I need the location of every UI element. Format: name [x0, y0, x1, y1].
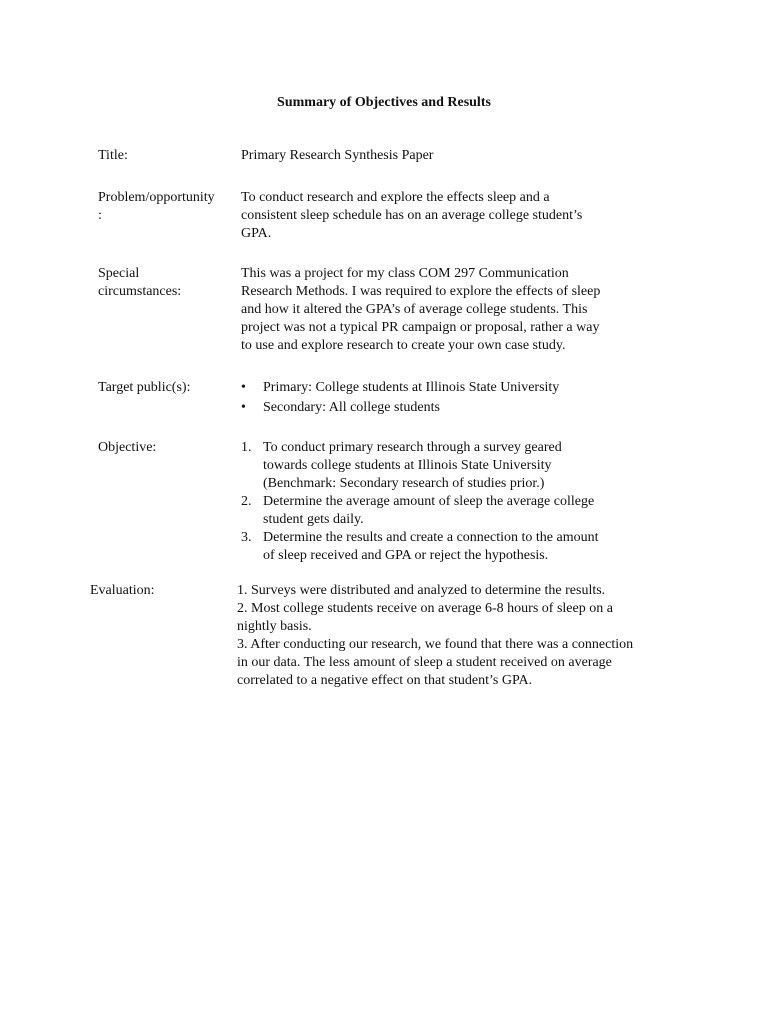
bullet-icon: • [241, 400, 246, 415]
evaluation-label: Evaluation: [90, 583, 155, 598]
special-content [241, 265, 661, 355]
objective-line: towards college students at Illinois State University [263, 458, 552, 473]
objective-item [241, 439, 661, 493]
problem-line-3: GPA. [241, 226, 272, 241]
target-item-text: Secondary: All college students [263, 400, 440, 415]
special-label-line1: Special [98, 266, 140, 281]
special-line-3: and how it altered the GPA’s of average college students. This [241, 302, 588, 317]
objective-item [241, 529, 661, 565]
special-label-line2: circumstances: [98, 284, 182, 299]
objective-number: 3. [241, 530, 252, 545]
objective-line: student gets daily. [263, 512, 364, 527]
problem-line-1: To conduct research and explore the effects sleep and a [241, 190, 550, 205]
problem-content [241, 189, 661, 243]
problem-line-2: consistent sleep schedule has on an average college student’s [241, 208, 583, 223]
evaluation-content [237, 582, 667, 690]
objective-list [241, 439, 661, 565]
objective-line: To conduct primary research through a survey geared [263, 440, 562, 455]
evaluation-line-4: 3. After conducting our research, we found that there was a connection [237, 637, 634, 652]
problem-label-line2: : [98, 208, 102, 223]
evaluation-line-1: 1. Surveys were distributed and analyzed to determine the results. [237, 583, 606, 598]
special-line-4: project was not a typical PR campaign or proposal, rather a way [241, 320, 600, 335]
special-label [98, 265, 230, 301]
target-list [241, 379, 661, 419]
objective-line: (Benchmark: Secondary research of studies prior.) [263, 476, 545, 491]
objective-line: Determine the results and create a connection to the amount [263, 530, 599, 545]
title-value: Primary Research Synthesis Paper [241, 148, 434, 163]
objective-label: Objective: [98, 440, 157, 455]
target-label: Target public(s): [98, 380, 191, 395]
target-item-text: Primary: College students at Illinois State University [263, 380, 560, 395]
evaluation-line-3: nightly basis. [237, 619, 312, 634]
special-line-5: to use and explore research to create your own case study. [241, 338, 566, 353]
objective-number: 2. [241, 494, 252, 509]
objective-line: Determine the average amount of sleep the average college [263, 494, 595, 509]
problem-label-line1: Problem/opportunity [98, 190, 215, 205]
objective-line: of sleep received and GPA or reject the hypothesis. [263, 548, 549, 563]
bullet-icon: • [241, 380, 246, 395]
objective-item [241, 493, 661, 529]
problem-label [98, 189, 230, 225]
special-line-2: Research Methods. I was required to explore the effects of sleep [241, 284, 601, 299]
objective-number: 1. [241, 440, 252, 455]
evaluation-line-5: in our data. The less amount of sleep a student received on average [237, 655, 612, 670]
page-title: Summary of Objectives and Results [277, 95, 491, 110]
special-line-1: This was a project for my class COM 297 Communication [241, 266, 569, 281]
title-label: Title: [98, 148, 128, 163]
evaluation-line-2: 2. Most college students receive on average 6-8 hours of sleep on a [237, 601, 613, 616]
target-item [241, 379, 661, 397]
target-item [241, 399, 661, 417]
evaluation-line-6: correlated to a negative effect on that student’s GPA. [237, 673, 533, 688]
